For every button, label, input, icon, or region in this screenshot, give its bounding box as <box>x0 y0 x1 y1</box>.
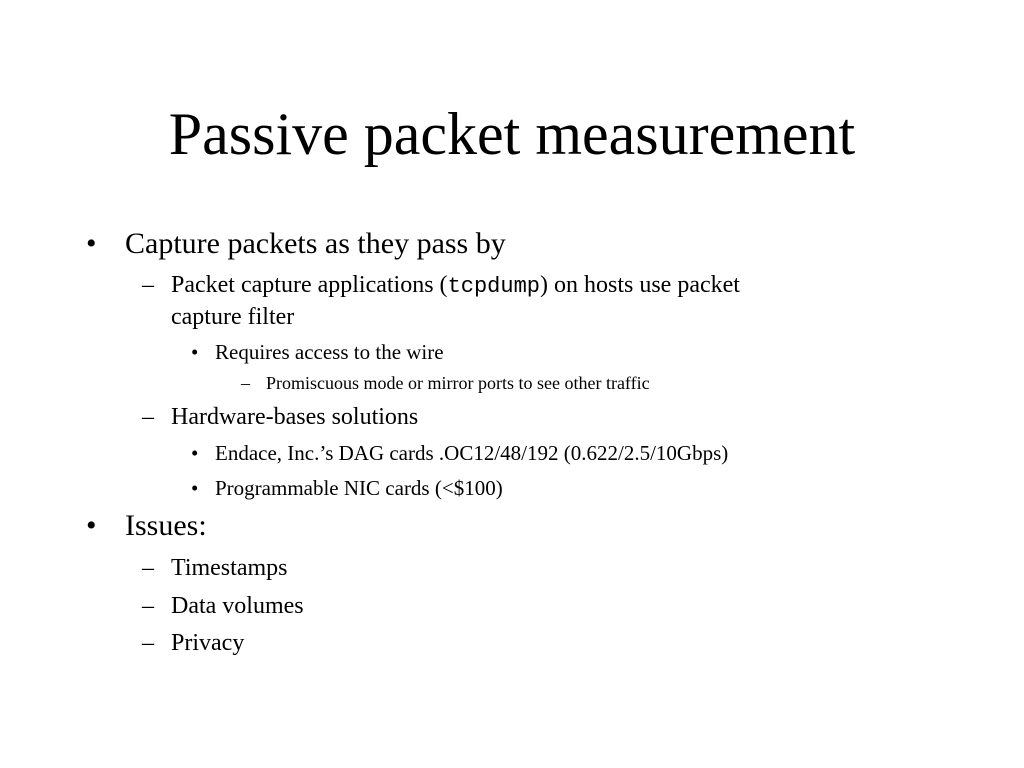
bullet-marker: • <box>191 441 199 465</box>
bullet-endace-dag: Endace, Inc.’s DAG cards .OC12/48/192 (0.622/2.5/10Gbps) <box>215 441 729 465</box>
slide-title: Passive packet measurement <box>168 101 856 167</box>
bullet-packet-capture-applications <box>171 270 740 302</box>
bullet-text: ) on hosts use packet <box>539 272 740 298</box>
bullet-data-volumes: Data volumes <box>171 593 304 619</box>
bullet-issues: Issues: <box>125 509 207 542</box>
bullet-timestamps: Timestamps <box>171 555 288 581</box>
dash-marker: – <box>142 272 154 298</box>
bullet-marker: • <box>191 476 199 500</box>
dash-marker: – <box>142 404 154 430</box>
bullet-hardware-solutions: Hardware-bases solutions <box>171 404 419 430</box>
bullet-continuation: capture filter <box>171 304 295 330</box>
bullet-marker: • <box>86 509 97 542</box>
dash-marker: – <box>142 630 154 656</box>
bullet-marker: • <box>191 340 199 364</box>
bullet-programmable-nic: Programmable NIC cards (<$100) <box>215 476 503 500</box>
bullet-text: Packet capture applications ( <box>171 272 448 298</box>
bullet-marker: • <box>86 227 97 260</box>
dash-marker: – <box>142 555 154 581</box>
bullet-requires-access: Requires access to the wire <box>215 340 444 364</box>
dash-marker: – <box>142 593 154 619</box>
bullet-promiscuous-mode: Promiscuous mode or mirror ports to see other traffic <box>266 373 650 393</box>
bullet-privacy: Privacy <box>171 630 245 656</box>
bullet-capture-packets: Capture packets as they pass by <box>125 227 506 260</box>
code-tcpdump: tcpdump <box>447 274 540 299</box>
dash-marker: – <box>241 373 250 393</box>
